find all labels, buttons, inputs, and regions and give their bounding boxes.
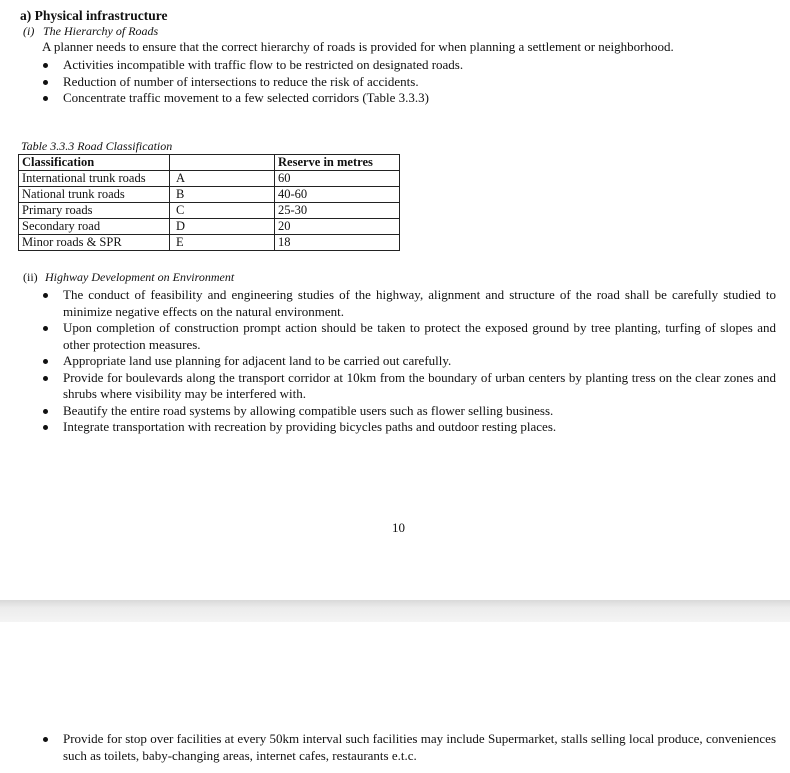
bullet-icon	[43, 359, 48, 364]
table-cell: 25-30	[275, 203, 400, 219]
table-cell: 20	[275, 219, 400, 235]
bullet-icon	[43, 376, 48, 381]
subsection-title	[23, 270, 234, 285]
list-item: Upon completion of construction prompt action should be taken to protect the exposed ground by tree planting, turfing of slopes and other protection measures.	[43, 320, 776, 353]
table-cell: E	[170, 235, 275, 251]
list-item: Reduction of number of intersections to reduce the risk of accidents.	[43, 74, 743, 91]
table-cell: International trunk roads	[19, 171, 170, 187]
subsection-title-text: The Hierarchy of Roads	[43, 24, 159, 38]
bullet-icon	[43, 425, 48, 430]
bullet-icon	[43, 737, 48, 742]
table-header	[170, 155, 275, 171]
table-cell: 18	[275, 235, 400, 251]
table-cell: Primary roads	[19, 203, 170, 219]
table-cell: D	[170, 219, 275, 235]
table-cell: C	[170, 203, 275, 219]
intro-paragraph: A planner needs to ensure that the correct hierarchy of roads is provided for when planning a settlement or neighborhood.	[42, 39, 674, 54]
section-title: a) Physical infrastructure	[20, 8, 168, 23]
bullet-icon	[43, 96, 48, 101]
subsection-number: (i)	[23, 24, 35, 38]
bullet-icon	[43, 409, 48, 414]
list-item: Activities incompatible with traffic flow to be restricted on designated roads.	[43, 57, 743, 74]
bullet-list-next-page	[43, 731, 776, 764]
subsection-title	[23, 24, 158, 39]
table-cell: 40-60	[275, 187, 400, 203]
page-separator	[0, 600, 790, 622]
subsection-number: (ii)	[23, 270, 38, 284]
table-cell: Secondary road	[19, 219, 170, 235]
table-row	[19, 219, 400, 235]
list-item: Provide for boulevards along the transport corridor at 10km from the boundary of urban centers by planting tress on the clear zones and shrubs where visibility may be interfered with.	[43, 370, 776, 403]
road-classification-table	[18, 154, 400, 251]
table-caption: Table 3.3.3 Road Classification	[21, 139, 173, 153]
bullet-icon	[43, 326, 48, 331]
table-header: Reserve in metres	[275, 155, 400, 171]
bullet-icon	[43, 293, 48, 298]
table-cell: Minor roads & SPR	[19, 235, 170, 251]
subsection-title-text: Highway Development on Environment	[45, 270, 235, 284]
table-cell: National trunk roads	[19, 187, 170, 203]
bullet-list-environment	[43, 287, 776, 436]
table-cell: B	[170, 187, 275, 203]
table-row	[19, 187, 400, 203]
table-cell: A	[170, 171, 275, 187]
list-item: The conduct of feasibility and engineering studies of the highway, alignment and structure of the road shall be carefully studied to minimize negative effects on the natural environment.	[43, 287, 776, 320]
table-cell: 60	[275, 171, 400, 187]
bullet-icon	[43, 63, 48, 68]
table-row	[19, 235, 400, 251]
bullet-icon	[43, 80, 48, 85]
list-item: Appropriate land use planning for adjacent land to be carried out carefully.	[43, 353, 776, 370]
table-header: Classification	[19, 155, 170, 171]
list-item: Concentrate traffic movement to a few selected corridors (Table 3.3.3)	[43, 90, 743, 107]
page-number: 10	[392, 520, 405, 535]
table-row	[19, 203, 400, 219]
list-item: Beautify the entire road systems by allowing compatible users such as flower selling business.	[43, 403, 776, 420]
table-row	[19, 171, 400, 187]
table-header-row	[19, 155, 400, 171]
list-item: Integrate transportation with recreation by providing bicycles paths and outdoor resting places.	[43, 419, 776, 436]
bullet-list-hierarchy	[43, 57, 743, 107]
list-item: Provide for stop over facilities at every 50km interval such facilities may include Supermarket, stalls selling local produce, conveniences such as toilets, baby-changing areas, internet cafes, restaurants e.t.c.	[43, 731, 776, 764]
